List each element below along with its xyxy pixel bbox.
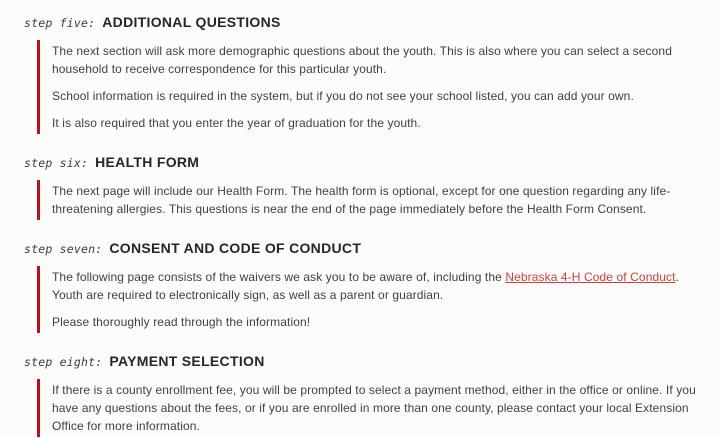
step-label: step seven: [24,242,103,256]
section-paragraph: The next page will include our Health Form. The health form is optional, except for one question regarding any life-threatening allergies. This questions is near the end of the page immediately before the Health Form Consent. [52,184,671,216]
section-paragraph [52,268,696,304]
section-body [37,379,696,437]
section-step-six [24,154,696,220]
code-of-conduct-link[interactable]: Nebraska 4-H Code of Conduct [505,270,676,284]
section-heading [24,353,696,371]
section-body [37,40,696,134]
paragraph-text: . Youth are required to electronically sign, as well as a parent or guardian. [52,270,679,302]
section-title: PAYMENT SELECTION [109,353,265,369]
section-title: CONSENT AND CODE OF CONDUCT [109,240,362,256]
section-paragraph: School information is required in the system, but if you do not see your school listed, you can add your own. [52,89,634,103]
section-heading [24,154,696,172]
step-label: step six: [24,156,89,170]
section-step-five [24,14,696,134]
section-step-eight [24,353,696,437]
section-step-seven [24,240,696,333]
section-paragraph: It is also required that you enter the year of graduation for the youth. [52,116,421,130]
section-paragraph: The next section will ask more demographic questions about the youth. This is also where you can select a second household to receive correspondence for this particular youth. [52,44,672,76]
step-label: step eight: [24,355,103,369]
paragraph-text: The following page consists of the waivers we ask you to be aware of, including the [52,270,506,284]
enrollment-instructions [24,14,696,437]
step-label: step five: [24,16,96,30]
section-title: ADDITIONAL QUESTIONS [102,14,281,30]
section-heading [24,14,696,32]
section-body [37,266,696,333]
section-heading [24,240,696,258]
section-title: HEALTH FORM [95,154,200,170]
section-paragraph: Please thoroughly read through the information! [52,315,311,329]
section-paragraph: If there is a county enrollment fee, you will be prompted to select a payment method, either in the office or online. If you have any questions about the fees, or if you are enrolled in more than one county, please contact your local Extension Office for more information. [52,383,696,433]
section-body [37,180,696,220]
